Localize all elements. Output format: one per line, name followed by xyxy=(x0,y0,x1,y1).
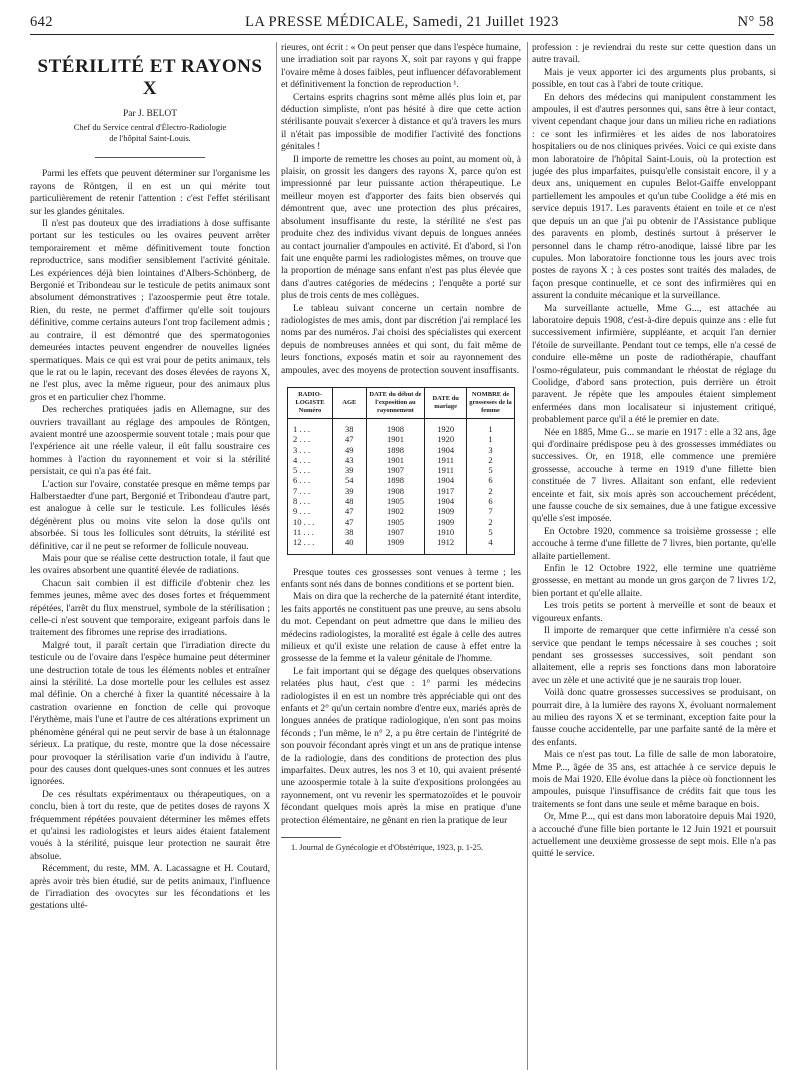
table-cell: 1904 xyxy=(425,496,467,506)
paragraph: rieures, ont écrit : « On peut penser que dans l'espèce humaine, une irradiation soit par rayons X, soit par rayons γ qui frappe l'ovaire même à doses faibles, peut influencer défavorablement et définitivement la fonction de reproduction ¹. xyxy=(281,43,521,91)
table-cell: 1907 xyxy=(366,527,425,537)
paragraph: Chacun sait combien il est difficile d'obtenir chez les femmes jeunes, même avec des doses fortes et fréquemment répétées, l'arrêt du flux menstruel, symbole de la stérilisation ; celle-ci n'est souvent que temporaire, exigeant parfois dans le traitement des fibromes une reprise des irradiations. xyxy=(30,578,270,639)
table-cell: 4 . . . xyxy=(288,455,333,465)
table-cell: 1908 xyxy=(366,418,425,434)
table-cell: 7 . . . xyxy=(288,486,333,496)
table-cell: 1901 xyxy=(366,434,425,444)
table-row xyxy=(288,496,515,506)
table-row xyxy=(288,486,515,496)
column-3 xyxy=(532,42,776,1072)
table-cell: 1907 xyxy=(366,465,425,475)
table-row xyxy=(288,506,515,516)
table-cell: 1912 xyxy=(425,537,467,554)
table-cell: 3 xyxy=(467,445,515,455)
table-cell: 38 xyxy=(333,418,367,434)
table-row xyxy=(288,455,515,465)
paragraph: Les trois petits se portent à merveille et sont de beaux et vigoureux enfants. xyxy=(532,601,776,624)
table-cell: 49 xyxy=(333,445,367,455)
table-cell: 1909 xyxy=(366,537,425,554)
paragraph: Or, Mme P..., qui est dans mon laboratoire depuis Mai 1920, a accouché d'une fille bien portante le 12 Juin 1921 et poursuit actuellement une deuxième grossesse de sept mois. Elle n'a pas quitté le service. xyxy=(532,812,776,860)
paragraph: L'action sur l'ovaire, constatée presque en même temps par Halberstaedter d'une part, Bergonié et Tribondeau d'autre part, est analogue à celle sur le testicule. Les follicules lésés dégénèrent plus ou moins vite selon la dose qu'ils ont absorbée. Si tous les follicules sont détruits, la stérilité est définitive, car il ne peut se reformer de follicule nouveau. xyxy=(30,479,270,552)
paragraph: Le fait important qui se dégage des quelques observations relatées plus haut, c'est que : 1° parmi les médecins radiologistes il en est un nombre très appréciable qui ont des enfants et 2° qu'un certain nombre d'entre eux, mariés après de longues années de pratique radiologique, n'en sont pas moins féconds ; l'un même, le n° 2, a pu être certain de l'intégrité de son pouvoir fécondant après vingt et un ans de pratique intense de la radiologie, dans des conditions de protection des plus imparfaites. Deux autres, les nos 3 et 10, qui avaient présenté une azoospermie totale à la suite d'expositions prolongées au rayonnement, ont vu revenir les spermatozoïdes et le pouvoir fécondant quelques mois après la mise en pratique d'une protection élémentaire, ne gênant en rien la pratique de leur xyxy=(281,666,521,826)
paragraph: Née en 1885, Mme G... se marie en 1917 : elle a 32 ans, âge qui d'ordinaire prédispose peu à des grossesses immédiates ou successives. Or, en 1918, elle commence une première grossesse, accouche à terme en 1919 d'une fillette bien constituée de 7 livres. Allaitant son enfant, elle redevient enceinte et fait, six mois après son accouchement précédent, une fausse couche de six semaines, due à une fatigue excessive qu'elle s'est imposée. xyxy=(532,427,776,525)
radiologist-table xyxy=(287,387,515,555)
paragraph: Voilà donc quatre grossesses successives se produisant, on pourrait dire, à la lumière des rayons X, évoluant normalement au milieu des rayons X et se terminant, exception faite pour la fausse couche accidentelle, par une parfaite santé de la mère et des enfants. xyxy=(532,688,776,748)
column-1 xyxy=(30,42,270,1062)
table-cell: 1908 xyxy=(366,486,425,496)
column-divider xyxy=(527,42,528,1070)
table-header-cell: NOMBRE de grossesses de la femme xyxy=(467,387,515,418)
table-cell: 47 xyxy=(333,434,367,444)
paragraph: Presque toutes ces grossesses sont venues à terme ; les enfants sont nés dans de bonnes conditions et se portent bien. xyxy=(281,567,521,590)
paragraph: Mais pour que se réalise cette destruction totale, il faut que les ovaires absorbent une quantité élevée de radiations. xyxy=(30,554,270,577)
table-cell: 8 . . . xyxy=(288,496,333,506)
table-cell: 1902 xyxy=(366,506,425,516)
affiliation-line: de l'hôpital Saint-Louis. xyxy=(109,132,191,143)
table-row xyxy=(288,517,515,527)
table-row xyxy=(288,434,515,444)
table-cell: 1904 xyxy=(425,475,467,485)
table-cell: 1905 xyxy=(366,517,425,527)
column-divider xyxy=(276,42,277,1070)
paragraph: Des recherches pratiquées jadis en Allemagne, sur des ouvriers travaillant au réglage des ampoules de Röntgen, avaient montré une azoospermie souvent totale ; mais pour que l'expérience ait une réelle valeur, il eût fallu soustraire ces hommes à l'action du rayonnement et voir si la stérilité persistait, ce qui n'a pas été fait. xyxy=(30,405,270,478)
table-cell: 6 xyxy=(467,496,515,506)
page-header xyxy=(30,12,774,32)
table-cell: 1901 xyxy=(366,455,425,465)
table-cell: 40 xyxy=(333,537,367,554)
table-cell: 3 . . . xyxy=(288,445,333,455)
table-cell: 5 . . . xyxy=(288,465,333,475)
table-cell: 1905 xyxy=(366,496,425,506)
table-row xyxy=(288,418,515,434)
table-cell: 38 xyxy=(333,527,367,537)
paragraph: Certains esprits chagrins sont même allés plus loin et, par déduction simpliste, n'ont pas hésité à dire que cette action stérilisante pouvait s'exercer à distance et qu'à travers les murs il n'était pas impossible de modifier l'activité des fonctions génitales ! xyxy=(281,92,521,153)
table-cell: 2 . . . xyxy=(288,434,333,444)
paragraph: Il importe de remarquer que cette infirmière n'a cessé son service que pendant le temps nécessaire à ses couches ; soit pendant ses grossesses successives, soit pendant son allaitement, elle a repris ses fonctions dans mon laboratoire avec un zèle et une activité que je ne saurais trop louer. xyxy=(532,626,776,686)
table-cell: 1909 xyxy=(425,506,467,516)
table-header-cell: DATE du mariage xyxy=(425,387,467,418)
table-cell: 7 xyxy=(467,506,515,516)
affiliation-line: Chef du Service central d'Électro-Radiologie xyxy=(73,122,227,133)
paragraph: profession : je reviendrai du reste sur cette question dans un autre travail. xyxy=(532,43,776,66)
table-header-row xyxy=(288,387,515,418)
table-cell: 1 xyxy=(467,418,515,434)
table-header-cell: DATE du début de l'exposition au rayonnement xyxy=(366,387,425,418)
paragraph: De ces résultats expérimentaux ou thérapeutiques, on a conclu, bien à tort du reste, que de petites doses de rayons X fréquemment répétées pouvaient déterminer les mêmes effets et qu'ainsi les radiologistes et leurs aides étaient fatalement voués à la stérilité, puisque leur protection ne saurait être absolue. xyxy=(30,789,270,862)
table-cell: 1 xyxy=(467,434,515,444)
table-cell: 39 xyxy=(333,465,367,475)
table-cell: 1904 xyxy=(425,445,467,455)
paragraph: Le tableau suivant concerne un certain nombre de radiologistes de mes amis, dont par discrétion j'ai remplacé les noms par des numéros. J'ai choisi des spécialistes qui exercent depuis de nombreuses années et qui sont, du fait même de leurs fonctions, exposés matin et soir au rayonnement des ampoules, avec des moyens de protection souvent insuffisants. xyxy=(281,303,521,376)
table-cell: 5 xyxy=(467,527,515,537)
title-rule xyxy=(95,157,205,158)
table-row xyxy=(288,527,515,537)
table-cell: 1920 xyxy=(425,434,467,444)
table-cell: 43 xyxy=(333,455,367,465)
footnote: 1. Journal de Gynécologie et d'Obstétrique, 1923, p. 1-25. xyxy=(291,843,484,853)
header-rule xyxy=(30,34,774,35)
table-cell: 9 . . . xyxy=(288,506,333,516)
paragraph: Malgré tout, il paraît certain que l'irradiation directe du testicule ou de l'ovaire dans l'espèce humaine peut déterminer une destruction totale de tous les éléments nobles et entraîner ainsi la stérilité. La dose mortelle pour les cellules est assez mal définie. On a cherché à fixer la quantité nécessaire à la castration ovarienne en fonction de celle qui provoque l'érythème, mais l'une et l'autre de ces altérations expriment un phénomène général qui ne peut servir de base à un étalonnage sérieux. La pratique, du reste, montre que la dose nécessaire pour provoquer la stérilisation varie d'un individu à l'autre, pour des causes dont quelques-unes sont connues et les autres ignorées. xyxy=(30,640,270,788)
table-row xyxy=(288,475,515,485)
table-cell: 11 . . . xyxy=(288,527,333,537)
table-cell: 47 xyxy=(333,506,367,516)
table-body xyxy=(288,418,515,554)
table-header-cell: RADIO-LOGISTE Numéro xyxy=(288,387,333,418)
table-cell: 10 . . . xyxy=(288,517,333,527)
table-cell: 1917 xyxy=(425,486,467,496)
table-cell: 2 xyxy=(467,486,515,496)
table-cell: 6 xyxy=(467,475,515,485)
table-cell: 6 . . . xyxy=(288,475,333,485)
author-byline: Par J. BELOT xyxy=(122,109,178,119)
table-row xyxy=(288,537,515,554)
column-2 xyxy=(281,42,521,1072)
table-cell: 1920 xyxy=(425,418,467,434)
author-affiliation xyxy=(30,122,270,143)
paragraph: Il importe de remettre les choses au point, au moment où, à plaisir, on grossit les dangers des rayons X, parce qu'on est impressionné par leur puissante action thérapeutique. Le meilleur moyen est d'apporter des faits bien observés qui démontrent que, avec une protection des plus précaires, absolument insuffisante du reste, la stérilité ne s'est pas produite chez des individus vivant depuis de longues années au contact journalier d'ampoules en activité. Et d'abord, si l'on fait une enquête parmi les radiologistes mêmes, on trouve que la proportion de ménage sans enfant n'est pas plus élevée que dans d'autres catégories de médecins ; l'enquête a porté sur plus de trois cents de mes collègues. xyxy=(281,154,521,302)
table-cell: 47 xyxy=(333,517,367,527)
paragraph: En dehors des médecins qui manipulent constamment les ampoules, il est d'autres personnes qui, sans être à leur contact, vivent cependant chaque jour dans un milieu riche en radiations : ce sont les infirmières et les aides de nos laboratoires hospitaliers ou de nos cliniques privées. Voici ce qui existe dans mon laboratoire de l'hôpital Saint-Louis, où la protection est jugée des plus imparfaites, puisqu'elle consistait encore, il y a deux ans, uniquement en cupules Belot-Gaiffe enveloppant partiellement les ampoules et qu'un tube Coolidge a été mis en service depuis 1917. Les paravents étaient en toile et ce n'est que depuis un an que j'ai pu obtenir de l'Assistance publique des paravents en plomb, destinés surtout à préserver le personnel dans le champ rétro-anodique, laissé libre par les cupules. Mon laboratoire fonctionne tous les jours avec trois postes de rayons X ; à ces postes sont traités des malades, de façon presque continuelle, et ce sont des infirmières qui en assurent la conduite mécanique et la surveillance. xyxy=(532,92,776,302)
paragraph: En Octobre 1920, commence sa troisième grossesse ; elle accouche à terme d'une fillette de 7 livres, bien portante, qu'elle allaite partiellement. xyxy=(532,526,776,562)
table-row xyxy=(288,445,515,455)
table-cell: 1910 xyxy=(425,527,467,537)
table-row xyxy=(288,465,515,475)
table-cell: 1911 xyxy=(425,465,467,475)
paragraph: Récemment, du reste, MM. A. Lacassagne et H. Coutard, après avoir très bien étudié, sur de petits animaux, l'influence de l'irradiation des ovocytes sur les fécondations et les gestations ulté- xyxy=(30,864,270,912)
table-cell: 1898 xyxy=(366,475,425,485)
table-cell: 48 xyxy=(333,496,367,506)
table-cell: 39 xyxy=(333,486,367,496)
table-cell: 5 xyxy=(467,465,515,475)
table-cell: 54 xyxy=(333,475,367,485)
table-cell: 4 xyxy=(467,537,515,554)
table-cell: 1898 xyxy=(366,445,425,455)
paragraph: Enfin le 12 Octobre 1922, elle termine une quatrième grossesse, en mettant au monde un gros garçon de 7 livres 1/2, bien portant et qu'elle allaite. xyxy=(532,564,776,599)
table-cell: 1911 xyxy=(425,455,467,465)
paragraph: Mais je veux apporter ici des arguments plus probants, si possible, en tout cas à l'abri de toute critique. xyxy=(532,67,776,91)
table-cell: 1 . . . xyxy=(288,418,333,434)
table-cell: 12 . . . xyxy=(288,537,333,554)
paragraph: Mais on dira que la recherche de la paternité étant interdite, les faits apportés ne constituent pas une preuve, au sens absolu du mot. Cependant on peut admettre que dans le milieu des médecins radiologistes, la moralité est égale à celle des autres milieux et qu'il existe une relation de cause à effet entre la grossesse de la femme et la valeur génitale de l'homme. xyxy=(281,592,521,665)
page-number: 642 xyxy=(30,14,53,30)
table-cell: 2 xyxy=(467,455,515,465)
footnote-rule xyxy=(281,837,341,838)
journal-title: LA PRESSE MÉDICALE, Samedi, 21 Juillet 1923 xyxy=(245,14,559,30)
issue-number: N° 58 xyxy=(737,14,774,30)
paragraph: Il n'est pas douteux que des irradiations à dose suffisante portant sur les testicules ou les ovaires peuvent arrêter temporairement et même définitivement toute fonction reproductrice, sans modifier sensiblement l'activité génitale. Les expériences déjà bien lointaines d'Albers-Schönberg, de Bergonié et Tribondeau sur le testicule de petits animaux sont absolument démonstratives ; l'azoospermie peut être totale. Rien, du reste, ne permet d'affirmer qu'elle soit toujours définitive, comme certains auteurs l'ont trop facilement admis ; au contraire, il est démontré que des spermatogonies demeurées intactes peuvent engendrer de nouvelles lignées spermatiques. Mais ce qui est vrai pour de petits animaux, tels que le rat ou le lapin, recevant des doses élevées de rayons X, ne l'est plus, avec la même rigueur, pour des animaux plus gros et en particulier chez l'homme. xyxy=(30,219,270,403)
paragraph: Mais ce n'est pas tout. La fille de salle de mon laboratoire, Mme P..., âgée de 35 ans, est attachée à ce service depuis le mois de Mai 1920. Elle évolue dans la pièce où fonctionnent les ampoules, puisque l'insuffisance de crédits fait que tous les traitements se font dans une seule et même baraque en bois. xyxy=(532,750,776,810)
article-title: STÉRILITÉ ET RAYONS X xyxy=(37,56,263,99)
paragraph: Parmi les effets que peuvent déterminer sur l'organisme les rayons de Röntgen, il en est un qui mérite tout particulièrement de retenir l'attention : c'est l'effet stérilisant sur les glandes génitales. xyxy=(30,169,270,217)
table-header-cell: AGE xyxy=(333,387,367,418)
paragraph: Ma surveillante actuelle, Mme G..., est attachée au laboratoire depuis 1908, c'est-à-dire depuis quinze ans : elle fut successivement infirmière, suppléante, et acquit l'an dernier l'étoile de surveillante. Pendant tout ce temps, elle n'a cessé de conduire elle-même un poste de radiothérapie, chauffant l'osmo-régulateur, puis commandant le rhéostat de réglage du Coolidge, d'abord sans protection, puis derrière un étroit paravent. Je répète que les ampoules étaient simplement enfermées dans mon localisateur si injustement critiqué, probablement parce qu'il a été le premier en date. xyxy=(532,303,776,426)
table-cell: 1909 xyxy=(425,517,467,527)
table-cell: 2 xyxy=(467,517,515,527)
